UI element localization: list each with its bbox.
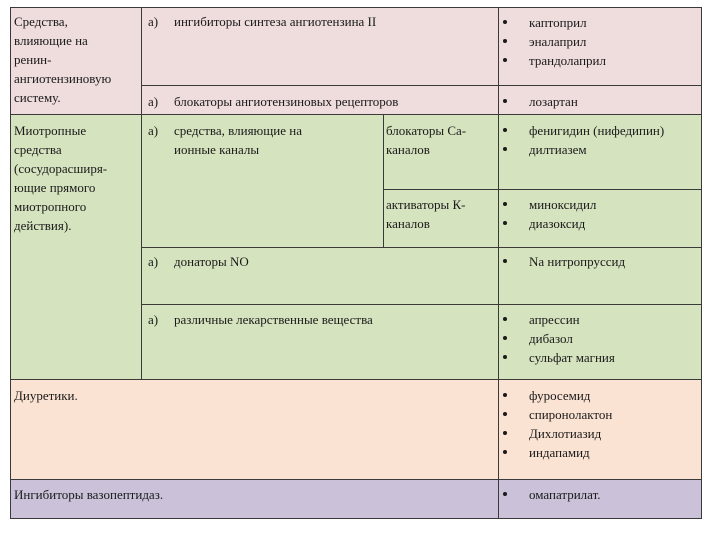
bullet-icon <box>503 317 507 321</box>
ace-inhibitors-cell <box>141 7 499 86</box>
bullet-icon <box>503 492 507 496</box>
misc-drugs-label: различные лекарственные вещества <box>174 312 373 327</box>
drug-name: миноксидил <box>529 197 597 212</box>
misc-marker: а) <box>148 312 159 327</box>
drug-name: спиронолактон <box>529 407 613 422</box>
bullet-icon <box>503 202 507 206</box>
diuretics-label: Диуретики. <box>14 388 78 403</box>
arb-marker: а) <box>148 94 159 109</box>
no-drugs-cell <box>498 247 702 305</box>
arb-cell <box>141 85 499 115</box>
drug-name: сульфат магния <box>529 350 615 365</box>
drug-name: трандолаприл <box>529 53 606 68</box>
raas-group-cell <box>10 7 142 115</box>
ca-blockers-cell <box>383 114 499 190</box>
bullet-icon <box>503 450 507 454</box>
bullet-icon <box>503 39 507 43</box>
diuretics-drugs-cell <box>498 379 702 480</box>
drug-name: Na нитропруссид <box>529 254 626 269</box>
myotropic-group-label: Миотропные средства (сосудорасширя- ющие прямого миотропного действия). <box>14 123 108 233</box>
no-marker: а) <box>148 254 159 269</box>
ace-drugs-cell <box>498 7 702 86</box>
k-activators-cell <box>383 189 499 248</box>
bullet-icon <box>503 128 507 132</box>
bullet-icon <box>503 221 507 225</box>
ace-marker: а) <box>148 14 159 29</box>
bullet-icon <box>503 20 507 24</box>
drug-name: лозартан <box>529 94 578 109</box>
ion-channels-label: средства, влияющие на ионные каналы <box>174 123 302 157</box>
drug-name: индапамид <box>529 445 590 460</box>
k-drugs-cell <box>498 189 702 248</box>
ace-inhibitors-label: ингибиторы синтеза ангиотензина II <box>174 14 377 29</box>
arb-label: блокаторы ангиотензиновых рецепторов <box>174 94 399 109</box>
vasopeptidase-cell <box>10 479 499 519</box>
drug-name: каптоприл <box>529 15 587 30</box>
drug-name: диазоксид <box>529 216 586 231</box>
bullet-icon <box>503 412 507 416</box>
bullet-icon <box>503 431 507 435</box>
drug-name: омапатрилат. <box>529 487 601 502</box>
vasopeptidase-label: Ингибиторы вазопептидаз. <box>14 487 164 502</box>
ca-blockers-label: блокаторы Са- каналов <box>386 123 467 157</box>
diuretics-cell <box>10 379 499 480</box>
bullet-icon <box>503 147 507 151</box>
drug-name: фуросемид <box>529 388 591 403</box>
drug-name: дибазол <box>529 331 573 346</box>
ion-marker: а) <box>148 123 159 138</box>
drug-name: апрессин <box>529 312 580 327</box>
vasopeptidase-drugs-cell <box>498 479 702 519</box>
bullet-icon <box>503 336 507 340</box>
bullet-icon <box>503 99 507 103</box>
ion-channels-cell <box>141 114 384 248</box>
drug-name: Дихлотиазид <box>529 426 602 441</box>
drug-name: фенигидин (нифедипин) <box>529 123 665 138</box>
misc-drugs-cell <box>141 304 499 380</box>
bullet-icon <box>503 355 507 359</box>
misc-drugs-list-cell <box>498 304 702 380</box>
myotropic-group-cell <box>10 114 142 380</box>
ca-drugs-cell <box>498 114 702 190</box>
bullet-icon <box>503 259 507 263</box>
no-donors-cell <box>141 247 499 305</box>
bullet-icon <box>503 58 507 62</box>
arb-drugs-cell <box>498 85 702 115</box>
drug-name: дилтиазем <box>529 142 587 157</box>
drug-name: эналаприл <box>529 34 587 49</box>
k-activators-label: активаторы К- каналов <box>386 197 466 231</box>
bullet-icon <box>503 393 507 397</box>
raas-group-label: Средства, влияющие на ренин- ангиотензиновую систему. <box>14 14 112 105</box>
no-donors-label: донаторы NO <box>174 254 249 269</box>
